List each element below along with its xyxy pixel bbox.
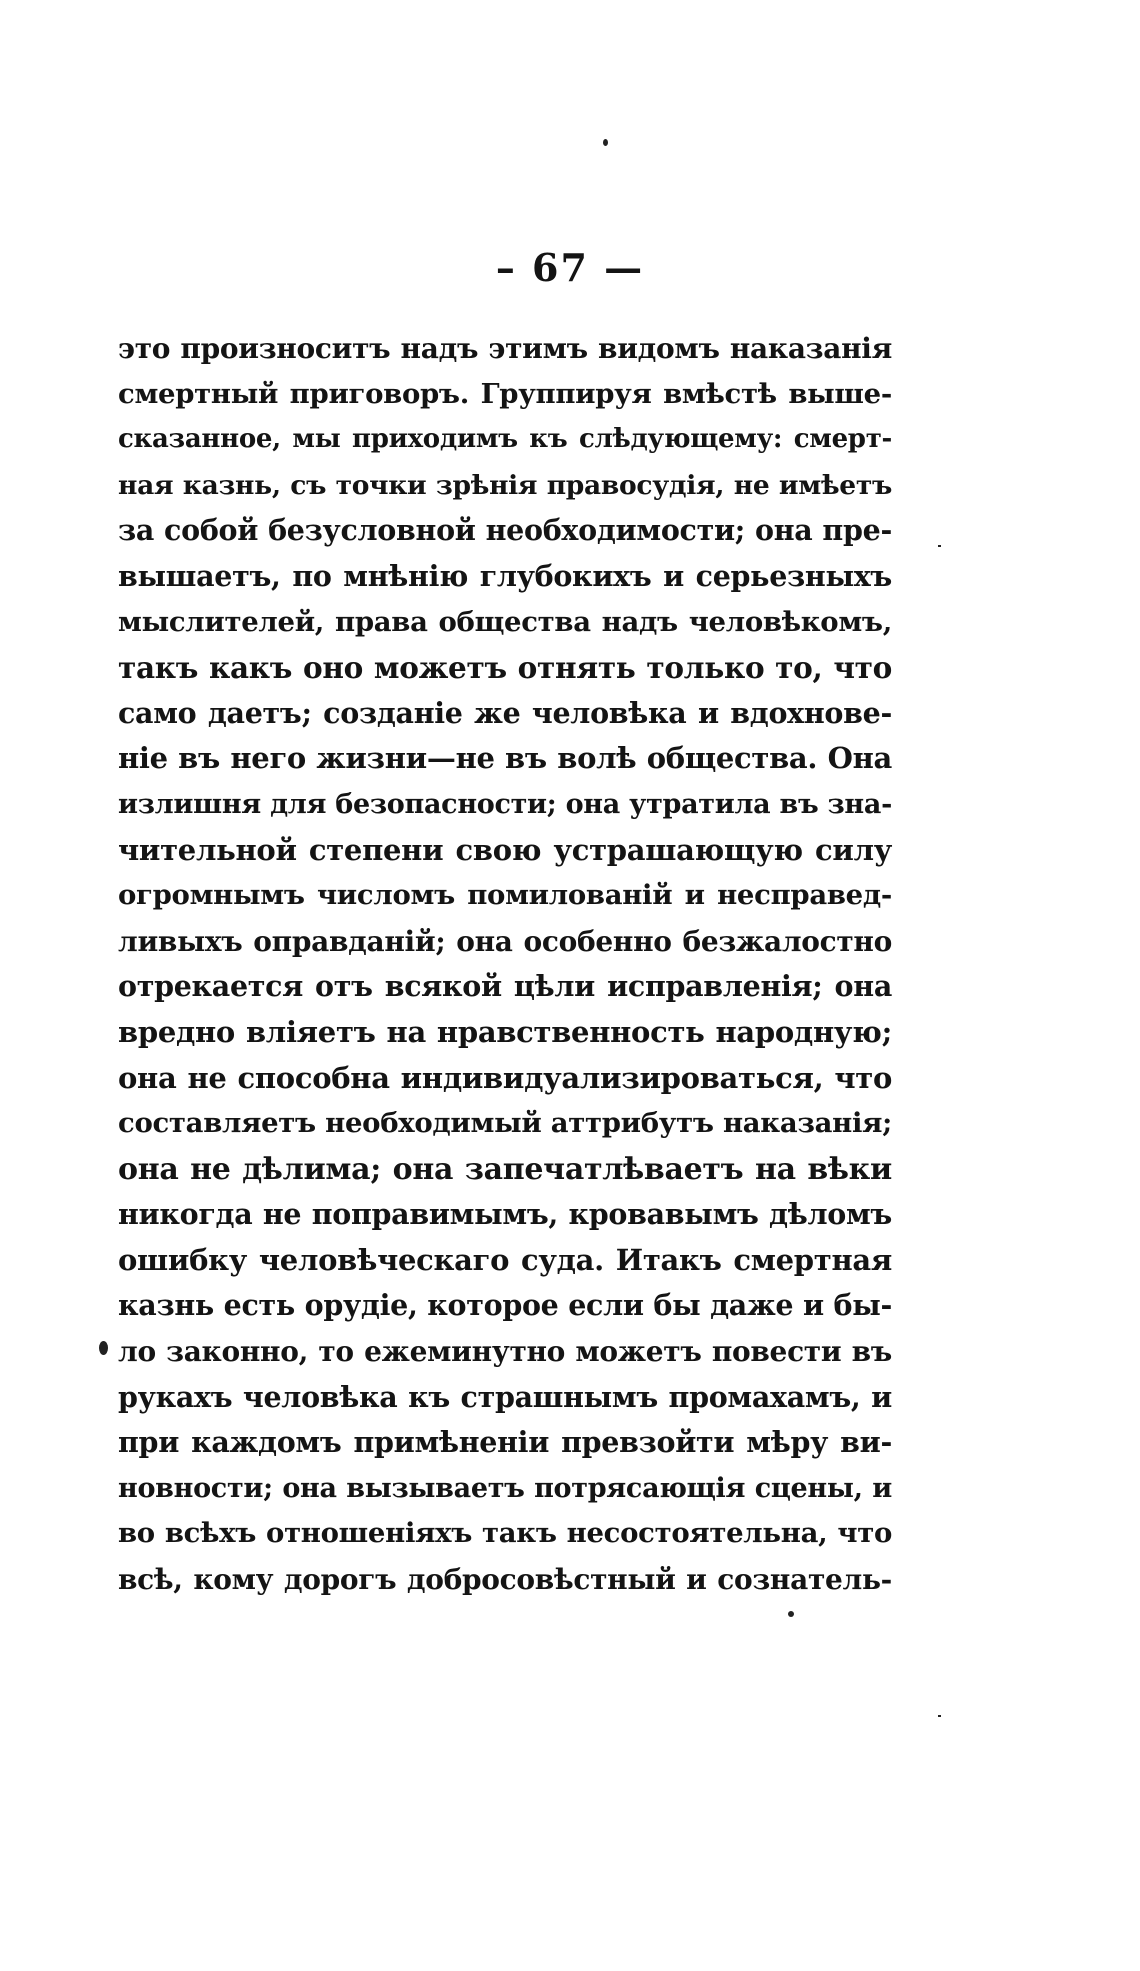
text-line: вышаетъ, по мнѣнію глубокихъ и серьезныхъ xyxy=(118,558,892,593)
text-line: ливыхъ оправданій; она особенно безжалостно xyxy=(118,924,892,958)
text-line: она не способна индивидуализироваться, что xyxy=(118,1060,892,1095)
text-line: вредно вліяетъ на нравственность народную; xyxy=(118,1014,892,1049)
text-line: новности; она вызываетъ потрясающія сцены, и xyxy=(118,1472,892,1504)
text-line: составляетъ необходимый аттрибутъ наказанія; xyxy=(118,1107,892,1140)
text-line: такъ какъ оно можетъ отнять только то, что xyxy=(118,650,892,686)
ink-speck xyxy=(99,1341,108,1355)
ink-speck xyxy=(603,139,608,146)
text-line: ло законно, то ежеминутно можетъ повести въ xyxy=(118,1335,892,1369)
text-line: никогда не поправимымъ, кровавымъ дѣломъ xyxy=(118,1197,892,1232)
text-line: это произноситъ надъ этимъ видомъ наказанія xyxy=(118,332,892,365)
text-line: за собой безусловной необходимости; она пре- xyxy=(118,513,892,548)
text-line: излишня для безопасности; она утратила въ зна- xyxy=(118,788,892,820)
text-line: само даетъ; созданіе же человѣка и вдохнове- xyxy=(118,695,892,730)
text-line: ная казнь, съ точки зрѣнія правосудія, не имѣетъ xyxy=(118,469,892,501)
page-number: – 67 — xyxy=(495,245,645,290)
text-line: сказанное, мы приходимъ къ слѣдующему: смерт- xyxy=(118,424,892,455)
text-line: отрекается отъ всякой цѣли исправленія; она xyxy=(118,969,892,1004)
text-line: она не дѣлима; она запечатлѣваетъ на вѣки xyxy=(118,1151,892,1187)
text-line: при каждомъ примѣненіи превзойти мѣру ви- xyxy=(118,1425,892,1460)
text-line: чительной степени свою устрашающую силу xyxy=(118,832,892,867)
ink-speck xyxy=(938,545,941,547)
text-line: огромнымъ числомъ помилованій и несправед- xyxy=(118,879,892,912)
ink-speck xyxy=(788,1611,794,1617)
text-line: ошибку человѣческаго суда. Итакъ смертная xyxy=(118,1242,892,1277)
text-line: мыслителей, права общества надъ человѣкомъ, xyxy=(118,605,892,638)
ink-speck xyxy=(938,1715,941,1717)
text-line: во всѣхъ отношеніяхъ такъ несостоятельна, что xyxy=(118,1517,892,1550)
text-line: ніе въ него жизни—не въ волѣ общества. Она xyxy=(118,741,892,776)
body-text xyxy=(118,326,892,1603)
text-line: казнь есть орудіе, которое если бы даже и бы- xyxy=(118,1288,892,1323)
text-line: смертный приговоръ. Группируя вмѣстѣ выше- xyxy=(118,377,892,410)
text-line: всѣ, кому дорогъ добросовѣстный и сознатель- xyxy=(118,1563,892,1597)
text-line: рукахъ человѣка къ страшнымъ промахамъ, и xyxy=(118,1379,892,1414)
